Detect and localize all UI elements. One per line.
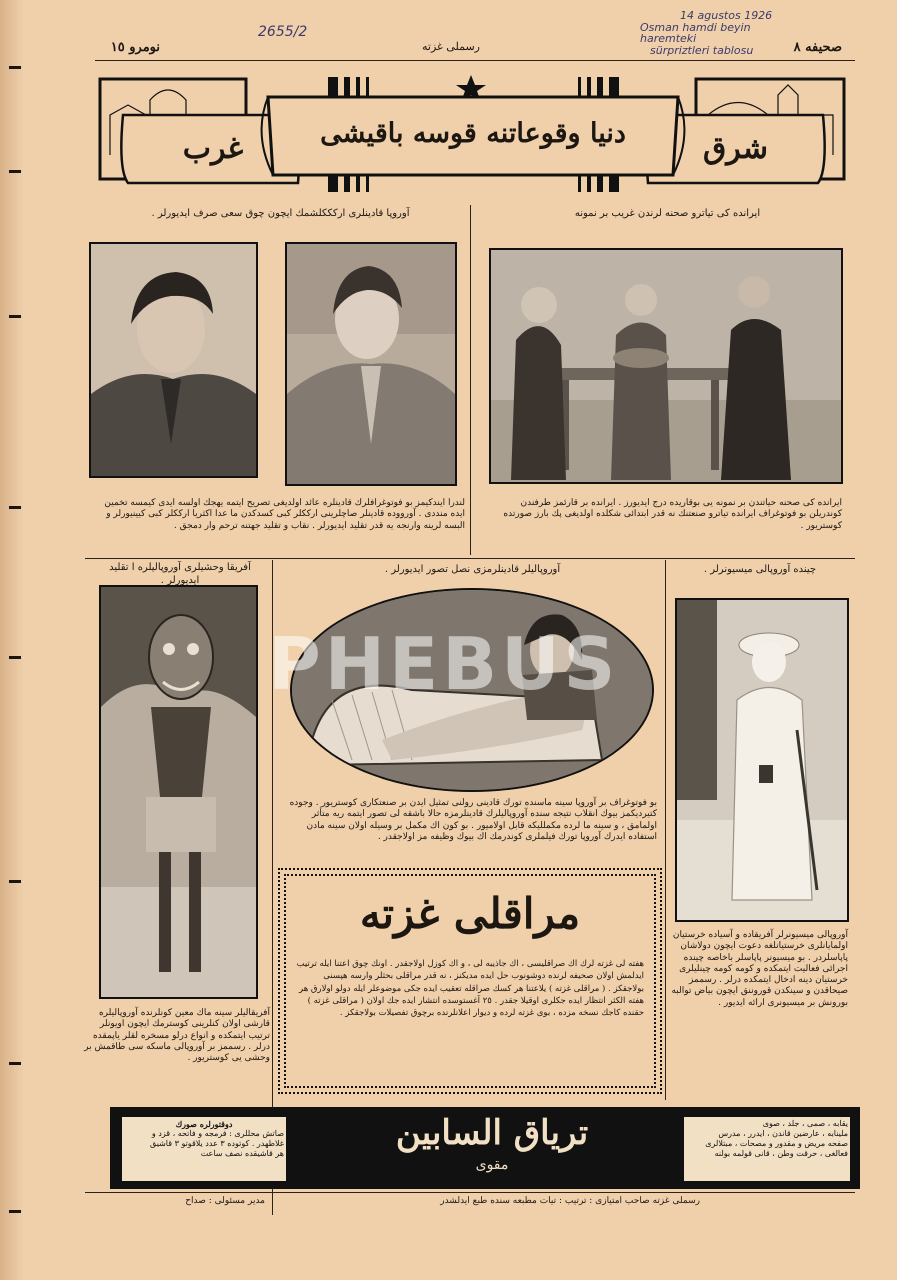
binding-hole: [9, 170, 21, 173]
column-rule: [470, 205, 471, 555]
masthead-west: غرب: [182, 131, 244, 166]
caption-africans: آفريقا وحشيلرى آوروپاليلره ا تقليد ايديورلر .: [109, 562, 251, 586]
mirakli-body: هفته لى غزته لرك اك صراقليسى ، اك جاذيبه لى ، و اك كوزل اولاجقدر . اونك چوق اعتنا ايله ترتيب ايدلمش اولان صحيفه لرنده دوشونوب حل ايده مديكنز ، نه قدر مراقلى بحثلر وارسه هپسنى بولاجقكز . ( مراقلى غزته ) يلاعتنا هر كسك صراقله تعقيب ايده جكى موضوعلر ايله دولو اولارق هر هفته الكثر انتظار ايده جكلرى اوقيلا جقدر . ٢٥ آغستوسده انتشار ايده جك اولان ( مراقلى غزته ) حقنده كاجك نسخه مزده ، بوى غزته لرده و ديوار اعلانلرنده برچوق تفصيلات بولاجقكز .: [296, 959, 644, 1019]
photo-woman-short-hair-1: [89, 242, 258, 478]
photo-woman-short-hair-2: [285, 242, 457, 486]
caption-africans-text: آفريقاليلر سينه ماك معين كونلرنده آوروپاليلره قارشى اولان كنلرينى كوسترمك ايچون اويونلر ترتيب ايتمكده و انواع درلو مسخره لقلر ياپمقده درلر . رسممز بر آوروپالى ماسكه سى طاقمش بر وحشى يى كوستريور .: [84, 1008, 270, 1063]
binding-hole: [9, 1062, 21, 1065]
footer-imprint: رسملى غزته صاحب امتيازى : ترتيب : تيات مطبعه سنده طبع ايدلشدر: [440, 1196, 700, 1206]
ad-indications: يقابه ، صمى ، جلد ، صوى ملينابه ، عارضين قاندن ، ايدرر ، مدرس صفحه مريض و مقدور و مصحات ، مبتلالرى فعالغى ، حرقت وطن ، قانى قولمه بولنه: [684, 1117, 850, 1181]
masthead-east: شرق: [703, 131, 768, 166]
binding-hole: [9, 880, 21, 883]
handwritten-note: 14 agustos 1926 Osman hamdi beyin haremteki sürpriztleri tablosu: [640, 9, 773, 57]
photo-missionary-in-white: [675, 598, 849, 922]
binding-hole: [9, 66, 21, 69]
caption-iran-photo-text: ايرانده كى صحنه حياتندن بر نمونه يى بوقاريده درج ايديورز . ايرانده بر قارئمز طرفندن كوندريلن بو فوتوغراف ايرانده تياترو صنعتنك نه قدر ابتدائى شكلده اولديغى پك بارز صورتده كوستريور .: [503, 498, 842, 531]
binding-hole: [9, 1210, 21, 1213]
ad-brand: ترياق السابين: [395, 1113, 589, 1153]
binding-hole: [9, 315, 21, 318]
issue-number: نومرو ١٥: [110, 40, 160, 55]
ad-sales-points: دوقتورلره صورك صاتش محللرى : فرمجه و فاتحه ، قزد و غلاطهدر . كوتوده ٣ عدد يلاقوتو ٣ قاشيق هر قاشيقده نصف ساعت: [122, 1117, 286, 1181]
caption-missionaries: چينده آوروپالى ميسيونرلر .: [703, 564, 817, 575]
footer-editor: مدير مسئولى : صداح: [185, 1196, 265, 1206]
caption-missionaries-text: آوروپالى ميسيونرلر آفريقاده و آسياده خرستيان اولمايانلرى خرستيانلغه دعوت ايچون دولاشان پاپاسلردر . بو ميسيونر پاپاسلر باخاصه چينده اجرائى فعاليت ايتمكده و كومه كومه چينليلرى خرستيان دينه ادخال ايتمكده درلر . رسممز صيحاقدن و سينكدن قوروننق ايچون بياض توالبه بورونش بر ميسيونرى ارائه ايديور .: [671, 930, 848, 1008]
publication-name: رسملى غزته: [422, 40, 480, 53]
archive-code: 2655/2: [258, 24, 308, 40]
column-rule: [665, 560, 666, 1100]
header-rule: [95, 60, 855, 61]
caption-european-women: آوروپا قادينلرى اركككلشمك ايچون چوق سعى صرف ايديورلر .: [151, 208, 410, 219]
watermark: PHEBUS: [268, 622, 620, 706]
binding-edge: [0, 0, 24, 1280]
masthead: [98, 75, 848, 195]
mirakli-gazete-box: [278, 868, 662, 1094]
masthead-title: دنيا وقوعاتنه قوسه باقيشى: [320, 118, 626, 149]
binding-hole: [9, 506, 21, 509]
caption-europeans-imagine: آوروپاليلر قادينلرمزى نصل تصور ايديورلر .: [384, 564, 561, 575]
footer-rule: [85, 1192, 855, 1193]
page-number: صحيفه ٨: [793, 40, 842, 55]
binding-hole: [9, 656, 21, 659]
ad-brand-sub: مقوى: [475, 1157, 509, 1173]
advertisement-banner: [110, 1107, 860, 1189]
photo-iran-theatre-scene: [489, 248, 843, 484]
caption-iran-theatre: ايرانده كى تياترو صحنه لرندن غريب بر نمونه: [574, 208, 761, 219]
section-rule: [85, 558, 855, 559]
caption-women-photos-text: لندرا ايندكيمز بو فوتوغرافلرك قادينلره عائد اولديغى تصريح ايتمه يهجك اولسه ايدى كيمسه تخمين ايده منددى . آورووده قادينلر صاچلرينى ارككلر كبى كسدكدن ما عدا اكثريا ارككلر كبى كيينيورلر و البسه لرينه وارنجه يه قدر تقليد ايديورلر . نقاب و تقليد جهتنه ترحم وار دمجق .: [104, 498, 465, 531]
center-article-text: بو فوتوغراف بر آوروپا سينه ماسنده تورك قادينى رولنى تمثيل ايدن بر صنعتكارى كوستريور . وجوده كتيرديكمز بيوك انقلاب نتيجه سنده آوروپاليلرك قادينلرمزه حالا باشقه لى تصور ايتمه ريه متأثر اولمامق ، و سينه ما لرده مكملليكه قابل اولاميور . بو كون اك مكمل بر وسيله اولان سينه مادن استفاده ايدرك آوروپا تورك فيلملرى كوندرمك اك بيوك وظيفه مز اولاجقدر .: [289, 798, 657, 842]
mirakli-title: مراقلى غزته: [359, 889, 581, 938]
photo-african-with-mask: [99, 585, 258, 999]
